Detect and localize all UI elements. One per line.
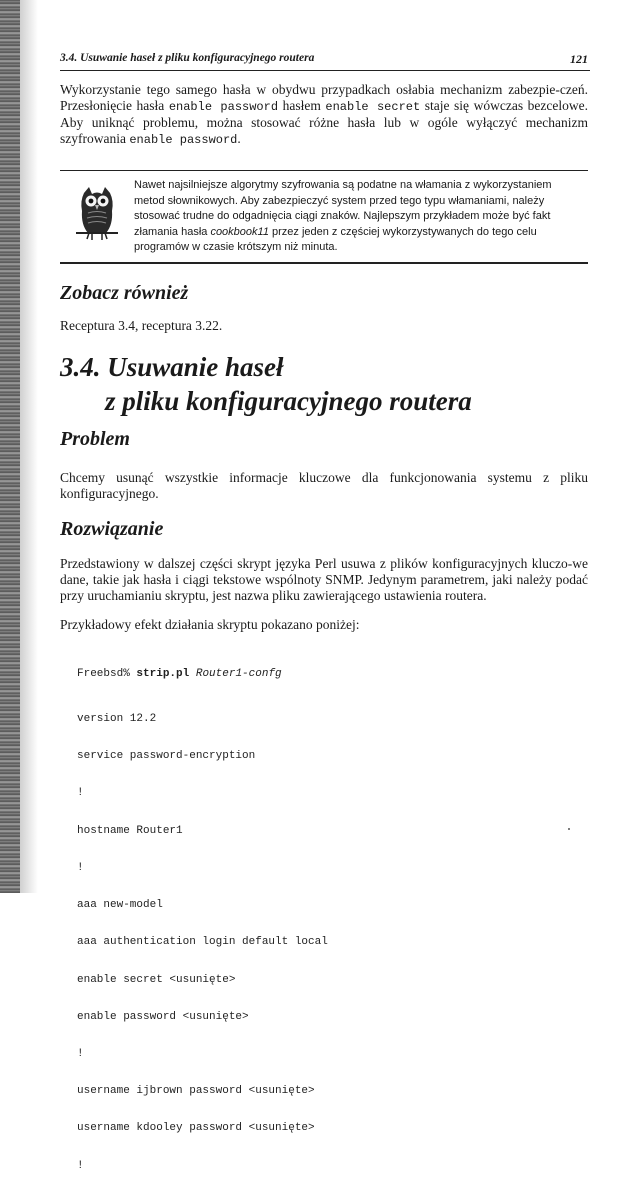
code-line: ! [77,861,84,874]
chapter-title-line1: 3.4. Usuwanie haseł [60,352,284,382]
code-line: service password-encryption [77,750,256,763]
note-bottom-rule [60,262,588,264]
intro-code-1: enable password [168,100,279,114]
running-header [60,52,590,71]
note-italic-password: cookbook11 [210,225,269,238]
code-line: enable secret <usunięte> [77,973,236,986]
intro-code-3: enable password [129,133,238,147]
code-line: hostname Router1 [77,824,183,837]
intro-text-4: . [237,131,241,146]
see-also-heading: Zobacz również [60,282,189,304]
code-line: username kdooley password <usunięte> [77,1122,315,1135]
owl-icon [72,183,122,245]
shell-prompt: Freebsd% [77,667,137,680]
intro-text-2: hasłem [278,98,326,113]
code-command-line [77,668,328,680]
code-line: aaa authentication login default local [77,936,328,949]
code-line: username ijbrown password <usunięte> [77,1085,315,1098]
note-text-2: przez jeden z częściej wykorzystywanych do tego celu programów w czasie krótszym niż minuta. [134,225,537,253]
code-listing [77,643,328,1184]
code-line: ! [77,1048,84,1060]
code-line: enable password <usunięte> [77,1010,249,1023]
script-argument: Router1-confg [195,667,282,680]
note-text-1: Nawet najsilniejsze algorytmy szyfrowania są podatne na włamania z wykorzystaniem metod słownikowych. Aby zabezpieczyć system przed tego typu włamaniami, należy stosować trudne do odgadnięcia ciągi znaków. Najlepszym przykładem może być fakt złamania hasła [134,179,552,238]
code-line: ! [77,1159,84,1172]
intro-text-3: staje się wówczas bezcelowe. Aby uniknąć problemu, można stosować różne hasła lub w ogóle wyłączyć mechanizm szyfrowania [60,98,588,146]
intro-paragraph [60,82,588,148]
see-also-text: Receptura 3.4, receptura 3.22. [60,318,223,333]
intro-code-2: enable secret [325,100,421,114]
chapter-title-line2: z pliku konfiguracyjnego routera [105,386,472,416]
intro-text-1: Wykorzystanie tego samego hasła w obydwu przypadkach osłabia mechanizm zabezpie-czeń. Przesłonięcie hasła [60,82,588,113]
solution-heading: Rozwiązanie [60,518,164,540]
note-text [134,178,582,256]
chapter-title [60,350,590,418]
note-top-rule [60,170,588,171]
code-line: ! [77,787,84,800]
running-header-title: 3.4. Usuwanie haseł z pliku konfiguracyjnego routera [60,52,315,64]
book-binding-edge [0,0,20,893]
example-intro-text: Przykładowy efekt działania skryptu pokazano poniżej: [60,617,360,632]
code-line: aaa new-model [77,899,163,912]
page-number: 121 [570,52,588,66]
problem-heading: Problem [60,428,130,450]
page-gutter-shadow [20,0,38,893]
solution-text: Przedstawiony w dalszej części skrypt języka Perl usuwa z plików konfiguracyjnych kluczo-we dane, takie jak hasła i ciągi tekstowe wspólnoty SNMP. Jedynym parametrem, jaki należy podać przy uruchamianiu skryptu, jest nazwa pliku zawierającego ustawienia routera. [60,556,588,603]
script-name: strip.pl [136,667,190,680]
code-line: version 12.2 [77,713,157,726]
print-speck [568,828,570,830]
problem-text: Chcemy usunąć wszystkie informacje kluczowe dla funkcjonowania systemu z pliku konfiguracyjnego. [60,470,588,501]
